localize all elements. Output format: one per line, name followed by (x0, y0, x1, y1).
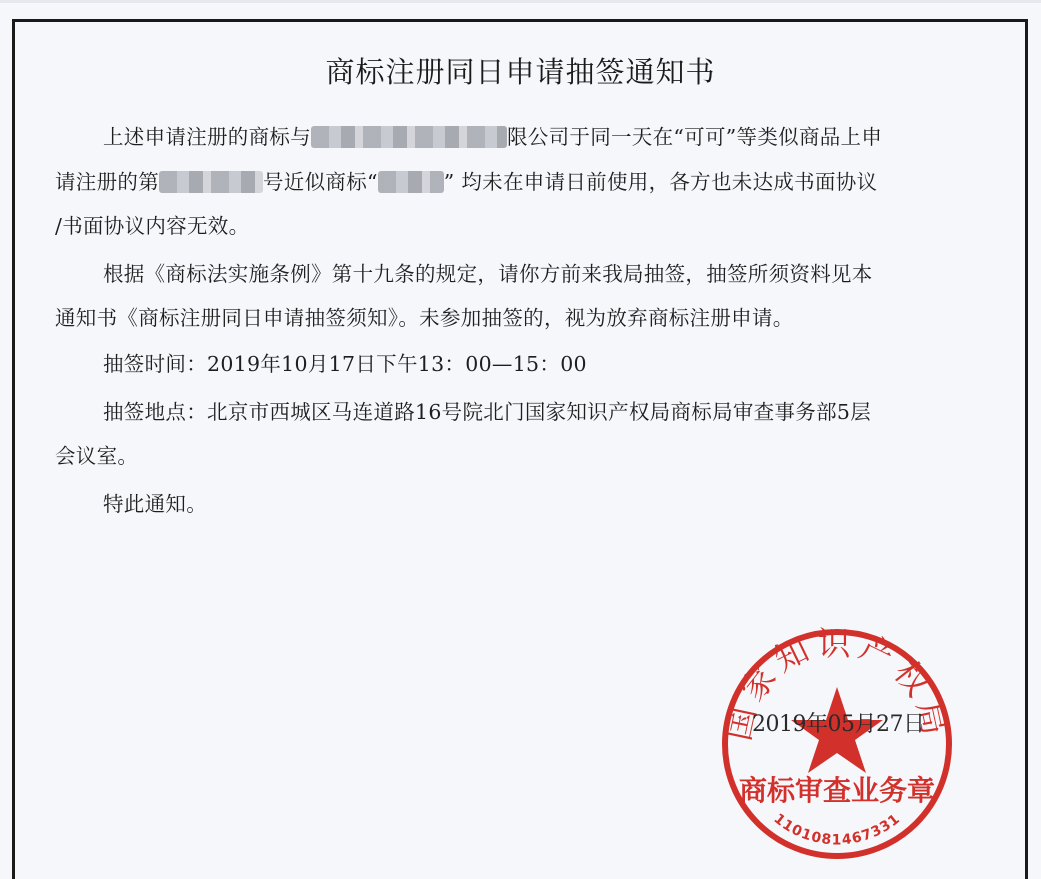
text: ” 均未在申请日前使用，各方也未达成书面协议 (443, 170, 878, 194)
official-seal-icon (718, 625, 956, 863)
draw-time-line: 抽签时间：2019年10月17日下午13：00—15：00 (103, 352, 587, 376)
svg-text:1101081467331: 1101081467331 (770, 810, 904, 849)
paragraph-1-line-2 (55, 165, 877, 195)
paragraph-2-line-2: 通知书《商标注册同日申请抽签须知》。未参加抽签的，视为放弃商标注册申请。 (55, 306, 794, 330)
closing-line: 特此通知。 (103, 492, 207, 516)
text: 上述申请注册的商标与 (103, 125, 311, 149)
draw-place-line-1: 抽签地点：北京市西城区马连道路16号院北门国家知识产权局商标局审查事务部5层 (103, 400, 872, 424)
text: 请注册的第 (55, 170, 159, 194)
text: 限公司于同一天在“可可”等类似商品上申 (507, 125, 883, 149)
svg-text:国家知识产权局: 国家知识产权局 (718, 625, 956, 744)
issue-date: 2019年05月27日 (752, 712, 925, 737)
page-top-edge (0, 0, 1041, 3)
paragraph-1-line-1 (103, 120, 882, 150)
svg-text:商标审查业务章: 商标审查业务章 (738, 774, 936, 807)
paragraph-1-line-3: /书面协议内容无效。 (55, 214, 250, 238)
paragraph-2-line-1: 根据《商标法实施条例》第十九条的规定，请你方前来我局抽签，抽签所须资料见本 (103, 262, 873, 286)
document-title: 商标注册同日申请抽签通知书 (325, 55, 716, 89)
redacted-trademark-name (378, 171, 444, 193)
draw-place-line-2: 会议室。 (55, 444, 139, 468)
redacted-company-name (311, 126, 507, 148)
redacted-registration-number (159, 171, 263, 193)
text: 号近似商标“ (263, 170, 378, 194)
